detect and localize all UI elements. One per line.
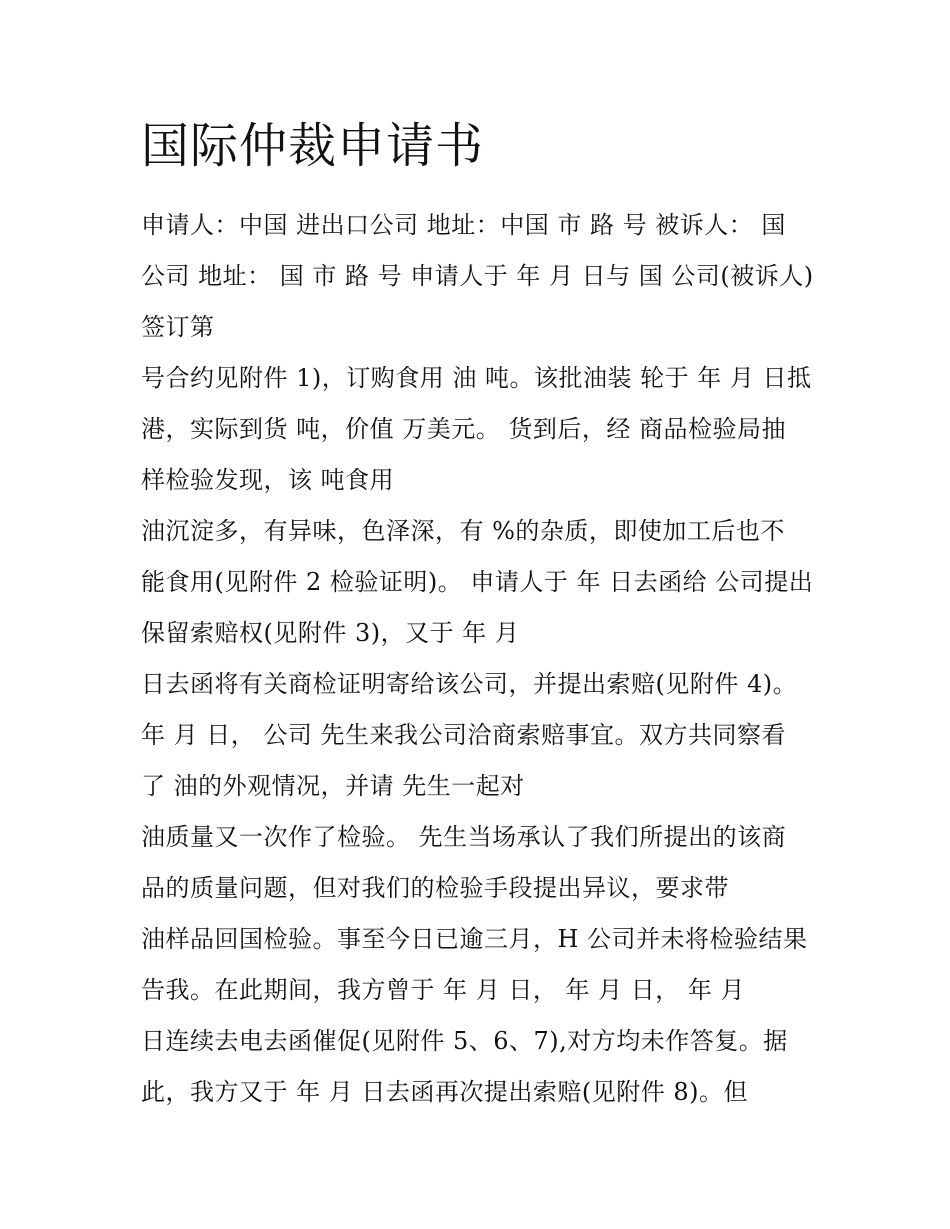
paragraph-line: 品的质量问题，但对我们的检验手段提出异议，要求带 [141, 874, 729, 902]
paragraph-line: 了 油的外观情况，并请 先生一起对 [141, 772, 525, 800]
paragraph-line: 告我。在此期间，我方曾于 年 月 日， 年 月 日， 年 月 [141, 976, 746, 1004]
paragraph-line: 油沉淀多，有异味，色泽深，有 %的杂质，即使加工后也不 [141, 517, 785, 545]
paragraph-line: 能食用(见附件 2 检验证明)。 申请人于 年 日去函给 公司提出 [141, 568, 814, 596]
page-title: 国际仲裁申请书 [141, 118, 485, 174]
paragraph-line: 公司 地址： 国 市 路 号 申请人于 年 月 日与 国 公司(被诉人) [141, 262, 814, 290]
paragraph-line: 签订第 [141, 313, 215, 341]
paragraph-line: 号合约见附件 1)，订购食用 油 吨。该批油装 轮于 年 月 日抵 [141, 364, 812, 392]
paragraph-line: 油质量又一次作了检验。 先生当场承认了我们所提出的该商 [141, 823, 787, 851]
paragraph-line: 此，我方又于 年 月 日去函再次提出索赔(见附件 8)。但 [141, 1078, 749, 1106]
paragraph-line: 油样品回国检验。事至今日已逾三月，H 公司并未将检验结果 [141, 925, 808, 953]
paragraph-line: 港，实际到货 吨，价值 万美元。 货到后，经 商品检验局抽 [141, 415, 787, 443]
paragraph-line: 日去函将有关商检证明寄给该公司，并提出索赔(见附件 4)。 [141, 670, 798, 698]
paragraph-line: 保留索赔权(见附件 3)，又于 年 月 [141, 619, 520, 647]
paragraph-line: 样检验发现，该 吨食用 [141, 466, 395, 494]
document-body [141, 200, 821, 1118]
paragraph-line: 年 月 日， 公司 先生来我公司洽商索赔事宜。双方共同察看 [141, 721, 787, 749]
paragraph-line: 申请人：中国 进出口公司 地址：中国 市 路 号 被诉人： 国 [141, 211, 786, 239]
paragraph-line: 日连续去电去函催促(见附件 5、6、7),对方均未作答复。据 [141, 1027, 788, 1055]
